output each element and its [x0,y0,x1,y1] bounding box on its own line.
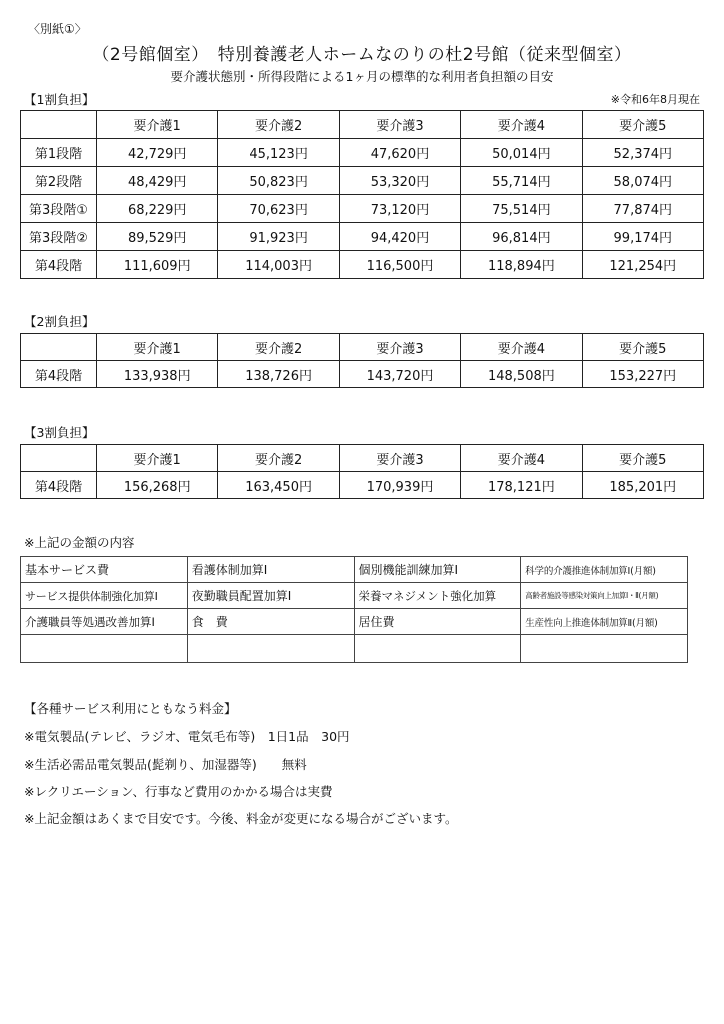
amount-cell: 178,121円 [461,472,582,499]
table-row [21,583,688,609]
item-cell: 夜勤職員配置加算Ⅰ [187,583,354,609]
item-cell: 個別機能訓練加算Ⅰ [354,557,521,583]
table-header-row [21,334,704,361]
amount-cell: 47,620円 [339,139,460,167]
amount-cell: 138,726円 [218,361,339,388]
table-row [21,635,688,663]
header-cell: 要介護3 [339,445,460,472]
amount-cell: 55,714円 [461,167,582,195]
fee-note: ※上記金額はあくまで目安です。今後、料金が変更になる場合がございます。 [24,811,458,826]
burden1-label: 【1割負担】 [24,92,95,107]
amount-cell: 48,429円 [97,167,218,195]
amount-cell: 94,420円 [339,223,460,251]
header-cell: 要介護1 [97,445,218,472]
amount-cell: 185,201円 [582,472,703,499]
amount-cell: 99,174円 [582,223,703,251]
table-row [21,167,704,195]
header-cell: 要介護5 [582,445,703,472]
amount-cell: 75,514円 [461,195,582,223]
item-cell: 生産性向上推進体制加算Ⅱ(月額) [521,609,688,635]
amount-cell: 58,074円 [582,167,703,195]
item-cell: 科学的介護推進体制加算Ⅰ(月額) [521,557,688,583]
item-cell: サービス提供体制強化加算Ⅰ [21,583,188,609]
item-cell: 高齢者施設等感染対策向上加算Ⅰ・Ⅱ(月額) [521,583,688,609]
table-row [21,139,704,167]
header-cell: 要介護2 [218,334,339,361]
fee-note: ※レクリエーション、行事など費用のかかる場合は実費 [24,784,333,799]
stage-cell: 第3段階② [21,223,97,251]
stage-cell: 第1段階 [21,139,97,167]
appendix-label: 〈別紙①〉 [28,22,87,36]
header-cell: 要介護2 [218,445,339,472]
amount-cell: 170,939円 [339,472,460,499]
amount-cell: 42,729円 [97,139,218,167]
amount-cell: 121,254円 [582,251,703,279]
amount-cell: 50,014円 [461,139,582,167]
header-cell: 要介護2 [218,111,339,139]
table-row [21,361,704,388]
header-cell: 要介護1 [97,111,218,139]
page-title: （2号館個室） 特別養護老人ホームなのりの杜2号館（従来型個室） [92,45,632,65]
amount-cell: 118,894円 [461,251,582,279]
header-cell: 要介護1 [97,334,218,361]
amount-cell: 50,823円 [218,167,339,195]
amount-cell: 163,450円 [218,472,339,499]
amount-cell: 133,938円 [97,361,218,388]
burden1-table [20,110,704,279]
item-cell: 看護体制加算Ⅰ [187,557,354,583]
header-cell: 要介護4 [461,334,582,361]
table-row [21,609,688,635]
contents-table [20,556,688,663]
amount-cell: 53,320円 [339,167,460,195]
header-cell [21,445,97,472]
table-row [21,195,704,223]
amount-cell: 77,874円 [582,195,703,223]
item-cell [21,635,188,663]
burden3-table [20,444,704,499]
table-row [21,223,704,251]
header-cell: 要介護4 [461,111,582,139]
item-cell [354,635,521,663]
amount-cell: 116,500円 [339,251,460,279]
amount-cell: 45,123円 [218,139,339,167]
stage-cell: 第4段階 [21,361,97,388]
table-row [21,472,704,499]
fee-note: ※電気製品(テレビ、ラジオ、電気毛布等) 1日1品 30円 [24,729,350,744]
fee-note: ※生活必需品電気製品(髭剃り、加湿器等) 無料 [24,757,307,772]
amount-cell: 52,374円 [582,139,703,167]
date-note: ※令和6年8月現在 [610,93,700,106]
header-cell: 要介護5 [582,111,703,139]
amount-cell: 70,623円 [218,195,339,223]
amount-cell: 111,609円 [97,251,218,279]
header-cell: 要介護3 [339,111,460,139]
stage-cell: 第2段階 [21,167,97,195]
burden3-label: 【3割負担】 [24,425,95,440]
item-cell: 栄養マネジメント強化加算 [354,583,521,609]
table-row [21,557,688,583]
amount-cell: 156,268円 [97,472,218,499]
header-cell [21,334,97,361]
amount-cell: 91,923円 [218,223,339,251]
table-row [21,251,704,279]
amount-cell: 96,814円 [461,223,582,251]
item-cell: 居住費 [354,609,521,635]
amount-cell: 114,003円 [218,251,339,279]
table-header-row [21,111,704,139]
amount-cell: 143,720円 [339,361,460,388]
header-cell [21,111,97,139]
table-header-row [21,445,704,472]
amount-cell: 89,529円 [97,223,218,251]
item-cell: 介護職員等処遇改善加算Ⅰ [21,609,188,635]
item-cell [187,635,354,663]
item-cell: 食 費 [187,609,354,635]
burden2-table [20,333,704,388]
burden2-label: 【2割負担】 [24,314,95,329]
page-subtitle: 要介護状態別・所得段階による1ヶ月の標準的な利用者負担額の目安 [170,69,554,84]
amount-cell: 68,229円 [97,195,218,223]
stage-cell: 第4段階 [21,472,97,499]
item-cell [521,635,688,663]
amount-cell: 153,227円 [582,361,703,388]
fees-label: 【各種サービス利用にともなう料金】 [24,701,237,716]
amount-cell: 148,508円 [461,361,582,388]
header-cell: 要介護3 [339,334,460,361]
header-cell: 要介護4 [461,445,582,472]
stage-cell: 第3段階① [21,195,97,223]
amount-cell: 73,120円 [339,195,460,223]
item-cell: 基本サービス費 [21,557,188,583]
contents-label: ※上記の金額の内容 [24,535,135,550]
stage-cell: 第4段階 [21,251,97,279]
header-cell: 要介護5 [582,334,703,361]
